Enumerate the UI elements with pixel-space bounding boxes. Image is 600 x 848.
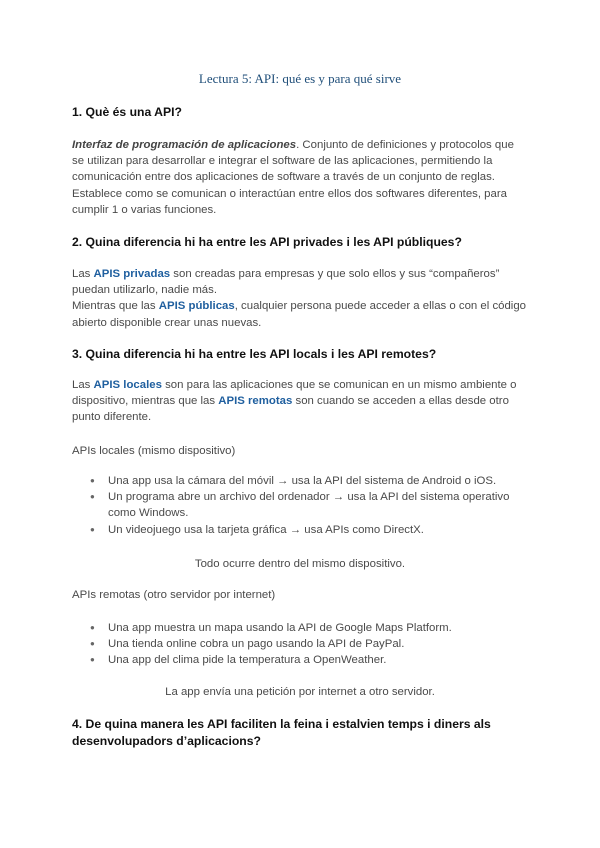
heading-q2: 2. Quina diferencia hi ha entre les API privades i les API públiques?	[72, 235, 462, 249]
term-api: Interfaz de programación de aplicaciones	[72, 139, 297, 151]
heading-q4: 4. De quina manera les API faciliten la feina i estalvien temps i diners als desenvolupadors d’aplicacions?	[72, 717, 491, 748]
local-apis-note: Todo ocurre dentro del mismo dispositivo.	[194, 558, 406, 570]
q1-body: . Conjunto de definiciones y protocolos que se utilizan para desarrollar e integrar el software de las aplicaciones, permitiendo la comunicación entre dos aplicaciones de software a través de un conjunto de reglas. Establece como se comunican o interactúan entre ellos dos softwares diferentes, para cumplir 1 o varias funciones.	[72, 139, 514, 216]
q3-pre: Las	[72, 379, 94, 391]
document-title: Lectura 5: API: qué es y para qué sirve	[198, 71, 402, 86]
paragraph-q1	[72, 137, 528, 218]
list-item: ● Una app usa la cámara del móvil → usa la API del sistema de Android o iOS.	[72, 473, 528, 489]
keyword-apis-locales: APIS locales	[93, 379, 162, 391]
remote-apis-label: APIs remotas (otro servidor por internet)	[72, 589, 276, 601]
paragraph-q3	[72, 377, 528, 426]
paragraph-q2	[72, 266, 528, 331]
keyword-apis-remotas: APIS remotas	[218, 395, 293, 408]
q2-line1-pre: Las	[72, 268, 94, 280]
list-item: ● Un programa abre un archivo del ordenador → usa la API del sistema operativo como Windows.	[72, 489, 528, 521]
q3-mid: son para las aplicaciones que se comunican en un mismo ambiente o dispositivo, mientras que las	[72, 379, 517, 408]
list-item: ● Una app muestra un mapa usando la API de Google Maps Platform.	[72, 620, 528, 636]
q3-post: son cuando se acceden a ellas desde otro punto diferente.	[72, 395, 509, 424]
keyword-apis-privadas: APIS privadas	[93, 268, 171, 280]
heading-q3: 3. Quina diferencia hi ha entre les API locals i les API remotes?	[72, 347, 437, 361]
q2-line2-post: , cualquier persona puede acceder a ellas o con el código abierto disponible crear unas nuevas.	[72, 300, 527, 329]
heading-q1: 1. Què és una API?	[72, 105, 182, 119]
q2-line1-post: son creadas para empresas y que solo ellos y sus “compañeros” puedan utilizarlo, nadie más.	[72, 268, 500, 297]
remote-apis-list	[72, 620, 528, 669]
local-apis-list	[72, 473, 528, 538]
remote-apis-note: La app envía una petición por internet a otro servidor.	[165, 686, 435, 698]
list-item: ● Un videojuego usa la tarjeta gráfica → usa APIs como DirectX.	[72, 522, 528, 538]
q2-line2-pre: Mientras que las	[72, 300, 159, 313]
keyword-apis-publicas: APIS públicas	[158, 300, 235, 313]
list-item: ● Una tienda online cobra un pago usando la API de PayPal.	[72, 636, 528, 652]
local-apis-label: APIs locales (mismo dispositivo)	[72, 445, 236, 457]
list-item: ● Una app del clima pide la temperatura a OpenWeather.	[72, 652, 528, 668]
